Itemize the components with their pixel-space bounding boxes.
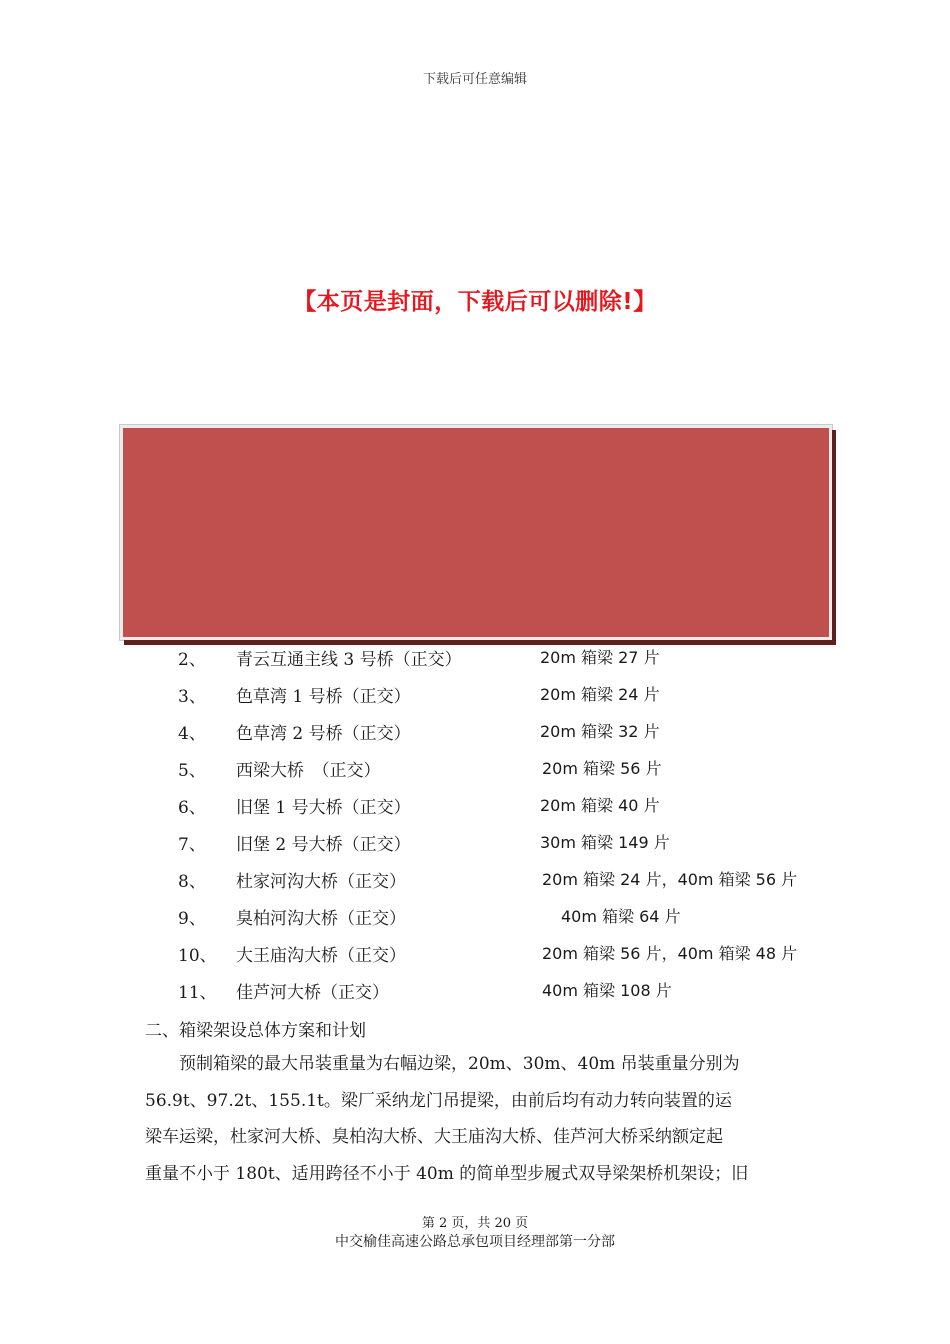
item-number: 2、: [178, 650, 206, 670]
cover-block: [120, 425, 832, 640]
header-note: 下载后可任意编辑: [422, 72, 527, 87]
cover-notice: 【本页是封面，下载后可以删除!】: [293, 289, 657, 315]
bridge-name: 色草湾 1 号桥（正交）: [236, 687, 411, 707]
item-number: 9、: [178, 909, 206, 929]
bridge-name: 色草湾 2 号桥（正交）: [236, 724, 411, 744]
beam-spec: 20m 箱梁 40 片: [540, 796, 660, 815]
item-number: 5、: [178, 761, 206, 781]
bridge-name: 青云互通主线 3 号桥（正交）: [236, 650, 462, 670]
bridge-name: 旧堡 2 号大桥（正交）: [236, 835, 411, 855]
item-number: 8、: [178, 872, 206, 892]
body-paragraph: [145, 1046, 807, 1192]
beam-spec: 20m 箱梁 56 片，40m 箱梁 48 片: [542, 944, 798, 963]
paragraph-line: 梁车运梁，杜家河大桥、臭柏沟大桥、大王庙沟大桥、佳芦河大桥采纳额定起: [145, 1127, 723, 1147]
item-number: 11、: [178, 983, 217, 1003]
bridge-name: 西梁大桥 （正交）: [236, 761, 381, 781]
item-number: 7、: [178, 835, 206, 855]
item-number: 3、: [178, 687, 206, 707]
bridge-name: 佳芦河大桥（正交）: [236, 983, 389, 1003]
beam-spec: 20m 箱梁 24 片: [540, 685, 660, 704]
beam-spec: 40m 箱梁 108 片: [542, 981, 672, 1000]
beam-spec: 40m 箱梁 64 片: [561, 907, 681, 926]
footer-organization: 中交榆佳高速公路总承包项目经理部第一分部: [335, 1234, 615, 1250]
bridge-name: 大王庙沟大桥（正交）: [236, 946, 406, 966]
beam-spec: 20m 箱梁 27 片: [540, 648, 660, 667]
paragraph-line: 56.9t、97.2t、155.1t。梁厂采纳龙门吊提梁，由前后均有动力转向装置的运: [145, 1090, 732, 1111]
page-number: 第 2 页，共 20 页: [421, 1216, 529, 1231]
section-heading: 二、箱梁架设总体方案和计划: [145, 1021, 366, 1041]
paragraph-line: 预制箱梁的最大吊装重量为右幅边梁，20m、30m、40m 吊装重量分别为: [145, 1054, 740, 1074]
item-number: 6、: [178, 798, 206, 818]
bridge-name: 旧堡 1 号大桥（正交）: [236, 798, 411, 818]
item-number: 4、: [178, 724, 206, 744]
bridge-name: 杜家河沟大桥（正交）: [236, 872, 406, 892]
beam-spec: 20m 箱梁 56 片: [542, 759, 662, 778]
item-number: 10、: [178, 946, 217, 966]
beam-spec: 20m 箱梁 32 片: [540, 722, 660, 741]
bridge-name: 臭柏河沟大桥（正交）: [236, 909, 406, 929]
beam-spec: 30m 箱梁 149 片: [540, 833, 670, 852]
paragraph-line: 重量不小于 180t、适用跨径不小于 40m 的简单型步履式双导梁架桥机架设；旧: [145, 1163, 749, 1184]
beam-spec: 20m 箱梁 24 片，40m 箱梁 56 片: [542, 870, 798, 889]
